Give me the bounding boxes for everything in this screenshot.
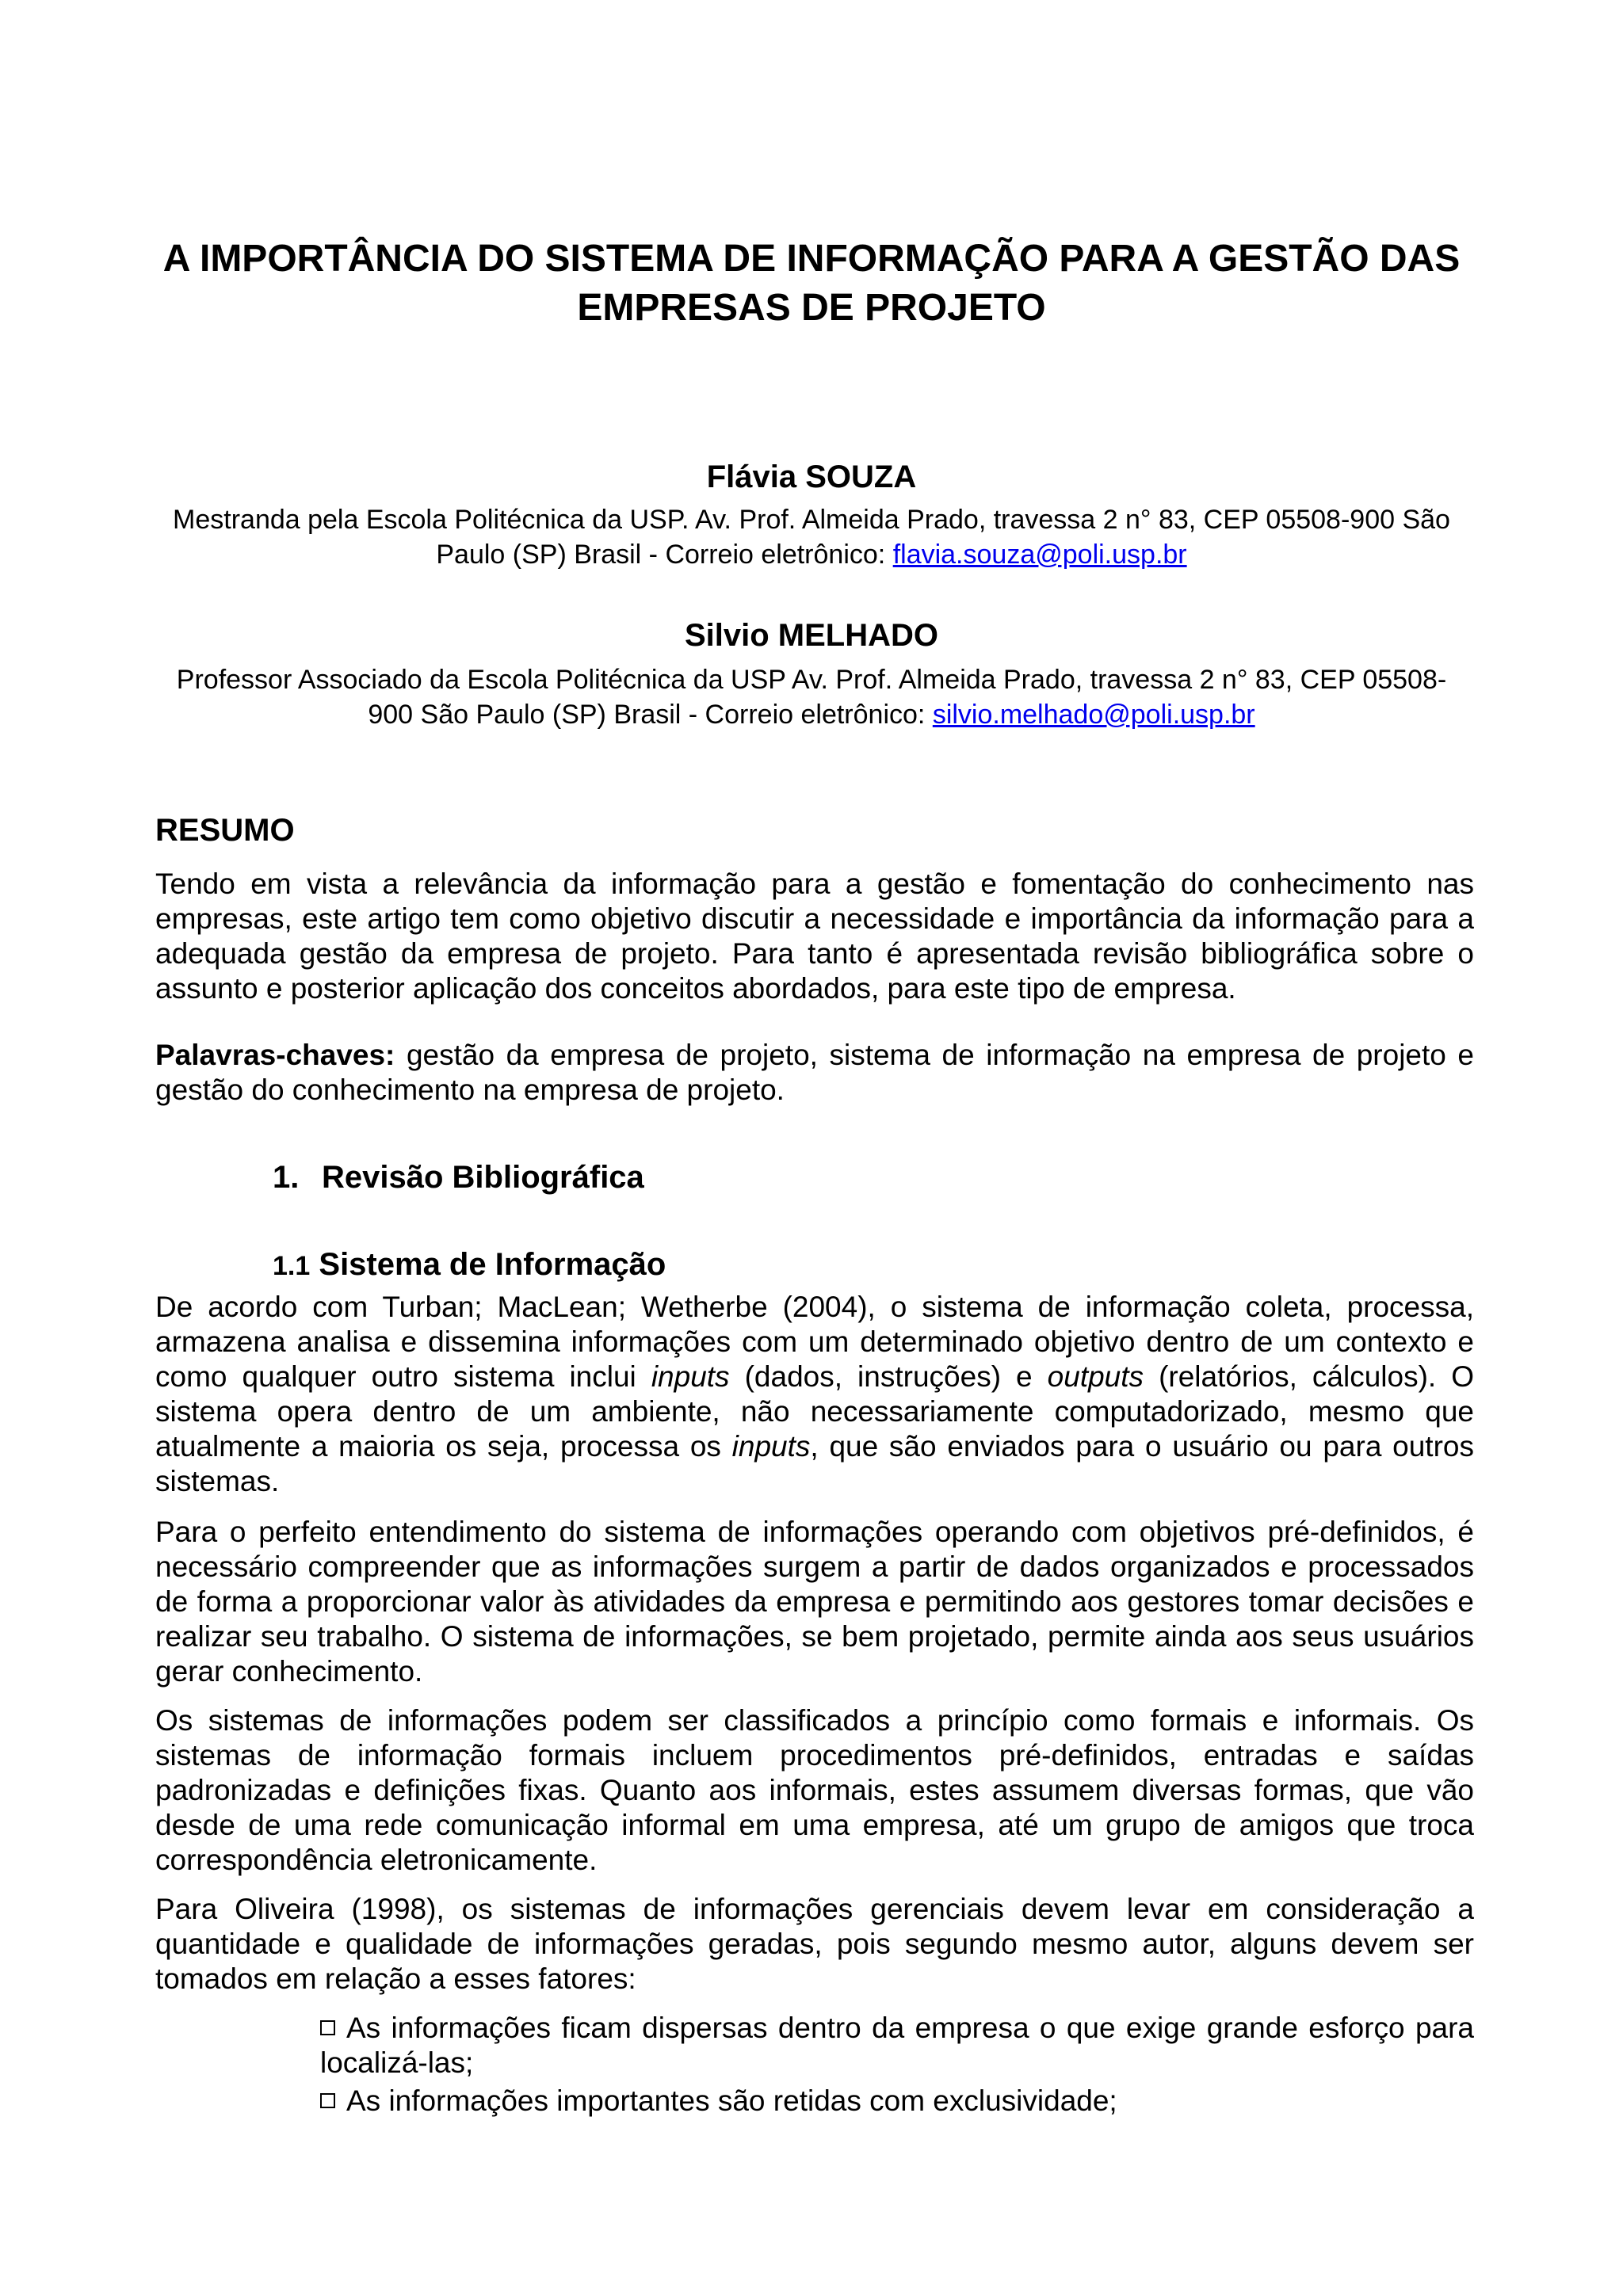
paragraph-1-italic-outputs: outputs bbox=[1047, 1360, 1144, 1393]
author-affiliation-1 bbox=[155, 502, 1468, 572]
section-1-1-number: 1.1 bbox=[273, 1251, 311, 1281]
paragraph-1-text-d: , que são enviados para o usuário ou para outros sistemas. bbox=[155, 1430, 1474, 1497]
bullet-item-2 bbox=[320, 2084, 1474, 2119]
paragraph-3: Os sistemas de informações podem ser classificados a princípio como formais e informais. Os sistemas de informação formais incluem procedimentos pré-definidos, entradas e saídas padronizadas e definições fixas. Quanto aos informais, estes assumem diversas formas, que vão desde de uma rede comunicação informal em uma empresa, até um grupo de amigos que troca correspondência eletronicamente. bbox=[155, 1704, 1474, 1876]
author-affiliation-2 bbox=[155, 662, 1468, 732]
checkbox-bullet-icon bbox=[320, 2020, 335, 2035]
paragraph-1-text-b: (dados, instruções) e bbox=[729, 1360, 1048, 1393]
author-name-2: Silvio MELHADO bbox=[684, 618, 939, 653]
bullet-item-2-text: As informações importantes são retidas com exclusividade; bbox=[346, 2084, 1117, 2117]
checkbox-bullet-icon bbox=[320, 2093, 335, 2108]
abstract-text: Tendo em vista a relevância da informação para a gestão e fomentação do conhecimento nas empresas, este artigo tem como objetivo discutir a necessidade e importância da informação para a adequada gestão da empresa de projeto. Para tanto é apresentada revisão bibliográfica sobre o assunto e posterior aplicação dos conceitos abordados, para este tipo de empresa. bbox=[155, 868, 1474, 1005]
keywords-label: Palavras-chaves: bbox=[155, 1039, 395, 1071]
paragraph-1-italic-inputs: inputs bbox=[651, 1360, 730, 1393]
paper-title: A IMPORTÂNCIA DO SISTEMA DE INFORMAÇÃO PARA A GESTÃO DAS EMPRESAS DE PROJETO bbox=[162, 238, 1461, 329]
abstract-heading: RESUMO bbox=[155, 813, 295, 848]
bullet-item-1-text: As informações ficam dispersas dentro da empresa o que exige grande esforço para localizá-las; bbox=[320, 2012, 1474, 2079]
paragraph-1 bbox=[155, 1290, 1474, 1499]
bullet-item-1 bbox=[320, 2011, 1474, 2081]
section-1-heading bbox=[273, 1158, 644, 1196]
paragraph-1-text-c: (relatórios, cálculos). O sistema opera dentro de um ambiente, não necessariamente computadorizado, mesmo que atualmente a maioria os seja, processa os bbox=[155, 1360, 1474, 1463]
affiliation-text-2: Professor Associado da Escola Politécnica da USP Av. Prof. Almeida Prado, travessa 2 n° 83, CEP 05508-900 São Paulo (SP) Brasil - Correio eletrônico: bbox=[176, 665, 1447, 730]
email-link-1[interactable]: flavia.souza@poli.usp.br bbox=[892, 540, 1187, 570]
paragraph-1-italic-inputs-2: inputs bbox=[731, 1430, 811, 1463]
section-1-1-title: Sistema de Informação bbox=[319, 1247, 666, 1282]
paragraph-2: Para o perfeito entendimento do sistema de informações operando com objetivos pré-definidos, é necessário compreender que as informações surgem a partir de dados organizados e processados de forma a proporcionar valor às atividades da empresa e permitindo aos gestores tomar decisões e realizar seu trabalho. O sistema de informações, se bem projetado, permite ainda aos seus usuários gerar conhecimento. bbox=[155, 1516, 1474, 1688]
section-1-title: Revisão Bibliográfica bbox=[322, 1160, 644, 1195]
section-1-number: 1. bbox=[273, 1160, 300, 1195]
section-1-1-heading bbox=[273, 1245, 666, 1285]
author-name-1: Flávia SOUZA bbox=[706, 460, 917, 494]
email-link-2[interactable]: silvio.melhado@poli.usp.br bbox=[932, 700, 1255, 730]
keywords bbox=[155, 1038, 1474, 1108]
keywords-text: gestão da empresa de projeto, sistema de informação na empresa de projeto e gestão do conhecimento na empresa de projeto. bbox=[155, 1039, 1474, 1106]
paragraph-1-text-a: De acordo com Turban; MacLean; Wetherbe (2004), o sistema de informação coleta, processa, armazena analisa e dissemina informações com um determinado objetivo dentro de um contexto e como qualquer outro sistema inclui bbox=[155, 1291, 1474, 1393]
affiliation-text-1: Mestranda pela Escola Politécnica da USP. Av. Prof. Almeida Prado, travessa 2 n° 83, CEP 05508-900 São Paulo (SP) Brasil - Correio eletrônico: bbox=[173, 505, 1450, 570]
paragraph-4: Para Oliveira (1998), os sistemas de informações gerenciais devem levar em consideração a quantidade e qualidade de informações geradas, pois segundo mesmo autor, alguns devem ser tomados em relação a esses fatores: bbox=[155, 1893, 1474, 1995]
